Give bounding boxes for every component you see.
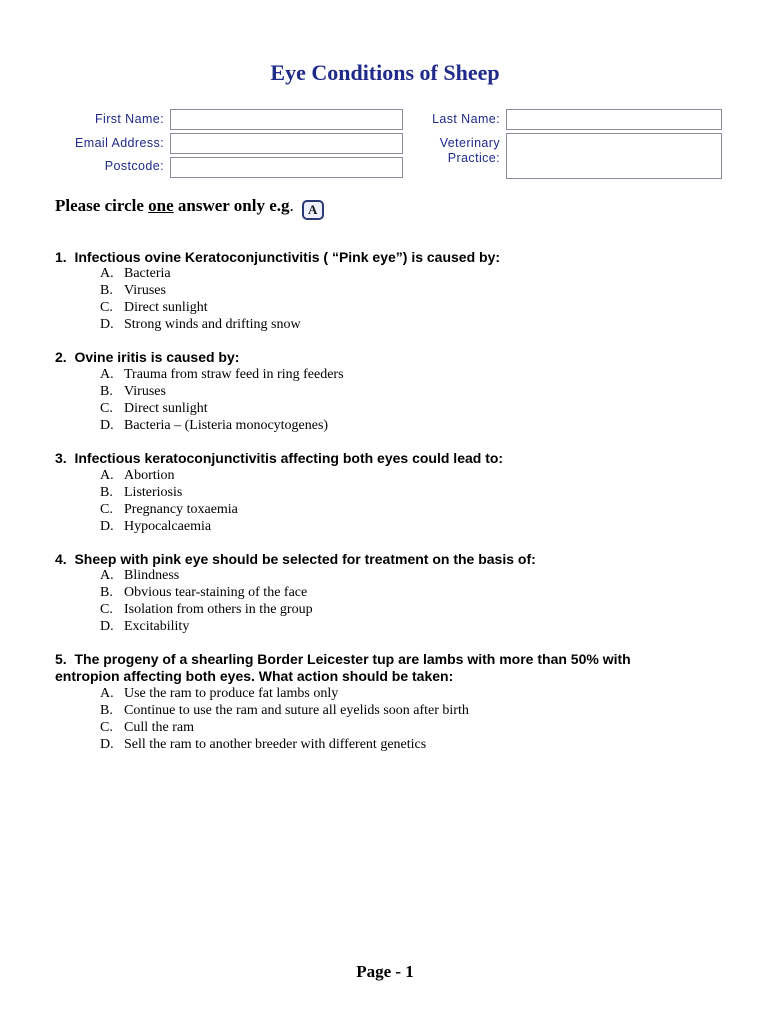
- option-2d[interactable]: D. Bacteria – (Listeria monocytogenes): [100, 418, 329, 433]
- email-field[interactable]: [170, 133, 403, 154]
- last-name-field[interactable]: [506, 109, 722, 130]
- instruction-before: Please circle: [55, 196, 149, 215]
- option-3a[interactable]: A. Abortion: [100, 468, 175, 483]
- instruction-underlined: one: [148, 196, 174, 215]
- vet-practice-label-line1: Veterinary: [439, 136, 500, 150]
- question-text-line2: entropion affecting both eyes. What action should be taken:: [55, 668, 454, 684]
- option-1a[interactable]: A. Bacteria: [100, 266, 171, 281]
- question-3-options: [100, 467, 238, 535]
- question-1-options: [100, 265, 301, 333]
- option-4a[interactable]: A. Blindness: [100, 568, 180, 583]
- question-text: Ovine iritis is caused by:: [74, 349, 240, 365]
- question-1: [55, 249, 735, 266]
- question-3: [55, 450, 735, 467]
- option-5b[interactable]: B. Continue to use the ram and suture all eyelids soon after birth: [100, 703, 469, 718]
- instruction: [55, 196, 324, 217]
- option-4b[interactable]: B. Obvious tear-staining of the face: [100, 585, 308, 600]
- option-5d[interactable]: D. Sell the ram to another breeder with different genetics: [100, 737, 427, 752]
- email-label: Email Address:: [75, 136, 164, 150]
- question-number: 2.: [55, 349, 67, 365]
- question-2: [55, 349, 735, 366]
- option-1d[interactable]: D. Strong winds and drifting snow: [100, 317, 301, 332]
- option-4c[interactable]: C. Isolation from others in the group: [100, 602, 313, 617]
- option-4d[interactable]: D. Excitability: [100, 619, 190, 634]
- option-5a[interactable]: A. Use the ram to produce fat lambs only: [100, 686, 339, 701]
- question-5: [55, 651, 735, 685]
- example-circled-answer-icon: A: [302, 200, 324, 220]
- vet-practice-label-line2: Practice:: [447, 151, 500, 165]
- instruction-after: answer only e.g: [173, 196, 290, 215]
- option-5c[interactable]: C. Cull the ram: [100, 720, 194, 735]
- option-2c[interactable]: C. Direct sunlight: [100, 401, 208, 416]
- question-2-options: [100, 366, 344, 434]
- question-4-options: [100, 567, 313, 635]
- instruction-period: .: [289, 196, 294, 215]
- option-1b[interactable]: B. Viruses: [100, 283, 166, 298]
- option-2a[interactable]: A. Trauma from straw feed in ring feeders: [100, 367, 344, 382]
- option-3c[interactable]: C. Pregnancy toxaemia: [100, 502, 238, 517]
- first-name-field[interactable]: [170, 109, 403, 130]
- option-3d[interactable]: D. Hypocalcaemia: [100, 519, 212, 534]
- question-5-options: [100, 685, 469, 753]
- question-text-line1: The progeny of a shearling Border Leicester tup are lambs with more than 50% with: [74, 651, 631, 667]
- page-number: Page - 1: [356, 962, 414, 981]
- option-1c[interactable]: C. Direct sunlight: [100, 300, 208, 315]
- option-2b[interactable]: B. Viruses: [100, 384, 166, 399]
- question-number: 3.: [55, 450, 67, 466]
- first-name-label: First Name:: [95, 112, 164, 126]
- question-number: 5.: [55, 651, 67, 667]
- question-number: 1.: [55, 249, 67, 265]
- question-text: Infectious ovine Keratoconjunctivitis ( “Pink eye”) is caused by:: [74, 249, 501, 265]
- question-4: [55, 551, 735, 568]
- question-number: 4.: [55, 551, 67, 567]
- vet-practice-field[interactable]: [506, 133, 722, 179]
- postcode-label: Postcode:: [104, 159, 164, 173]
- question-text: Infectious keratoconjunctivitis affecting both eyes could lead to:: [74, 450, 504, 466]
- postcode-field[interactable]: [170, 157, 403, 178]
- question-text: Sheep with pink eye should be selected for treatment on the basis of:: [74, 551, 536, 567]
- page-title: Eye Conditions of Sheep: [270, 60, 500, 85]
- option-3b[interactable]: B. Listeriosis: [100, 485, 183, 500]
- last-name-label: Last Name:: [432, 112, 500, 126]
